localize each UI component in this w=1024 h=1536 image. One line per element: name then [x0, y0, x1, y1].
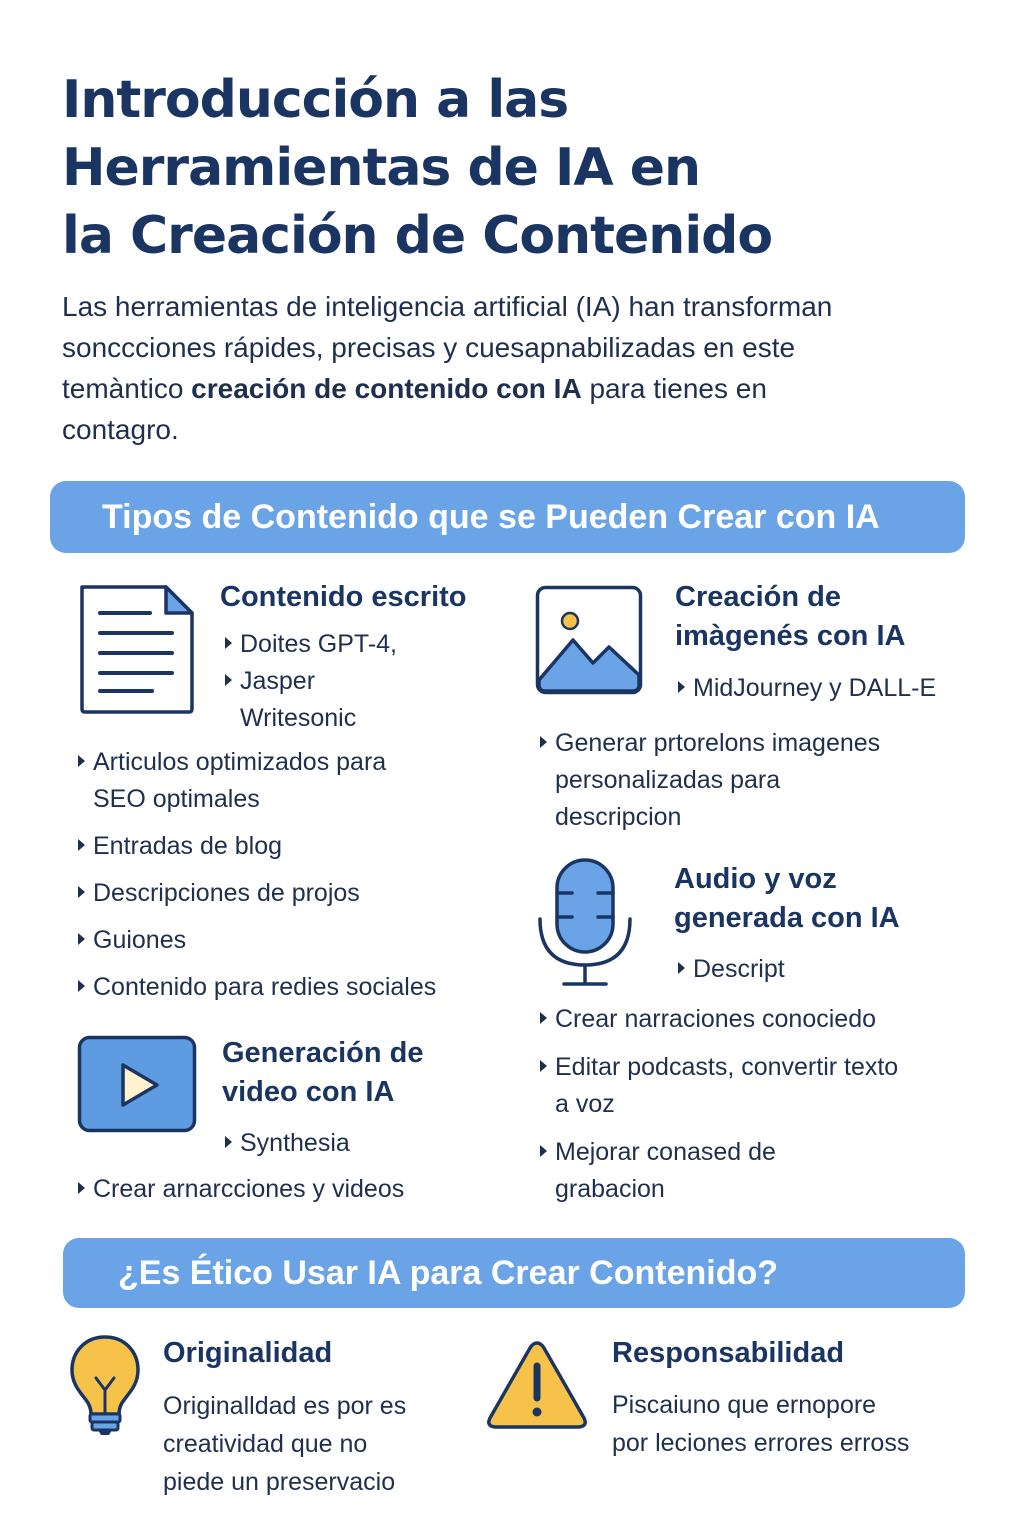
- text-line: creatividad que no: [163, 1430, 368, 1458]
- list-item: [78, 828, 436, 865]
- list-item: [78, 969, 436, 1006]
- section-banner-ethics: [63, 1238, 965, 1308]
- bullet-arrow-icon: [540, 1060, 547, 1072]
- page-title: [62, 66, 962, 270]
- heading-written: Contenido escrito: [220, 581, 467, 613]
- bullet-arrow-icon: [540, 1145, 547, 1157]
- list-item: [78, 922, 436, 959]
- intro-text: temàntico: [62, 373, 192, 404]
- text-line: Piscaiuno que ernopore: [612, 1391, 877, 1419]
- text-line: piede un preservacio: [163, 1468, 396, 1496]
- intro-paragraph: [62, 286, 962, 450]
- list-item: [540, 725, 880, 762]
- text-line: por leciones errores erross: [612, 1429, 910, 1457]
- tool-label: Synthesia: [240, 1129, 350, 1157]
- list-item: [540, 1049, 898, 1086]
- bullet-arrow-icon: [225, 674, 232, 686]
- image-icon: [535, 585, 643, 695]
- section-title: Tipos de Contenido que se Pueden Crear con IA: [102, 497, 880, 536]
- bullet-arrow-icon: [78, 755, 85, 767]
- list-item-cont: a voz: [555, 1090, 615, 1118]
- tool-label: Doites GPT-4,: [240, 630, 397, 658]
- list-item-cont: grabacion: [555, 1175, 665, 1203]
- title-line: Introducción a las: [62, 70, 569, 130]
- bullet-arrow-icon: [78, 933, 85, 945]
- lightbulb-icon: [68, 1334, 142, 1438]
- heading-line: generada con IA: [674, 902, 900, 934]
- list-item: [225, 1125, 350, 1162]
- list-item: [225, 663, 397, 700]
- list-item-cont: personalizadas para: [555, 766, 781, 794]
- heading-line: Creación de: [675, 581, 841, 613]
- tool-label: Descript: [693, 955, 785, 983]
- list-item: [678, 670, 936, 707]
- list-item: [78, 1171, 404, 1208]
- responsibility-text: [612, 1386, 909, 1462]
- use-label: Crear narraciones conociedo: [555, 1005, 877, 1033]
- bullet-arrow-icon: [78, 886, 85, 898]
- use-label: Mejorar conased de: [555, 1138, 776, 1166]
- heading-line: Audio y voz: [674, 863, 837, 895]
- heading-originality: Originalidad: [163, 1337, 333, 1369]
- uses-images: [540, 725, 880, 836]
- uses-written: [78, 744, 436, 1006]
- play-video-icon: [77, 1035, 197, 1133]
- bullet-arrow-icon: [540, 1012, 547, 1024]
- intro-line: contagro.: [62, 414, 179, 445]
- heading-audio: [674, 860, 900, 938]
- section-title: ¿Es Ético Usar IA para Crear Contenido?: [118, 1253, 778, 1292]
- bullet-arrow-icon: [225, 637, 232, 649]
- list-item: [78, 875, 436, 912]
- microphone-icon: [536, 857, 634, 989]
- use-label: Descripciones de projos: [93, 879, 360, 907]
- bullet-arrow-icon: [678, 962, 685, 974]
- list-item-cont: descripcion: [555, 803, 682, 831]
- list-item: [78, 744, 436, 781]
- use-label: Crear arnarcciones y videos: [93, 1175, 405, 1203]
- list-item-cont: Writesonic: [240, 704, 357, 732]
- list-item: [678, 951, 785, 988]
- intro-highlight: creación de contenido con IA: [191, 373, 582, 404]
- intro-text: para tienes en: [581, 373, 767, 404]
- use-label: Generar prtorelons imagenes: [555, 729, 881, 757]
- heading-video: [222, 1034, 423, 1112]
- title-line: la Creación de Contenido: [62, 206, 773, 266]
- intro-line: Las herramientas de inteligencia artificial (IA) han transforman: [62, 291, 833, 322]
- list-item-cont: SEO optimales: [93, 785, 260, 813]
- bullet-arrow-icon: [78, 980, 85, 992]
- originality-text: [163, 1387, 406, 1501]
- use-label: Guiones: [93, 926, 187, 954]
- text-line: Originalldad es por es: [163, 1392, 407, 1420]
- list-item: [540, 1134, 898, 1171]
- heading-line: video con IA: [222, 1076, 395, 1108]
- bullet-arrow-icon: [540, 736, 547, 748]
- bullet-arrow-icon: [678, 681, 685, 693]
- bullet-arrow-icon: [225, 1136, 232, 1148]
- bullet-arrow-icon: [78, 839, 85, 851]
- use-label: Articulos optimizados para: [93, 748, 387, 776]
- tool-label: Jasper: [240, 667, 316, 695]
- use-label: Contenido para redies sociales: [93, 973, 437, 1001]
- heading-images: [675, 578, 905, 656]
- tools-written: [225, 626, 397, 737]
- heading-line: imàgenés con IA: [675, 620, 906, 652]
- section-banner-types: [50, 481, 965, 553]
- heading-line: Generación de: [222, 1037, 424, 1069]
- warning-icon: [485, 1338, 589, 1432]
- document-icon: [78, 583, 196, 715]
- tool-label: MidJourney y DALL-E: [693, 674, 937, 702]
- heading-responsibility: Responsabilidad: [612, 1337, 845, 1369]
- intro-line: sonccciones rápides, precisas y cuesapnabilizadas en este: [62, 332, 796, 363]
- list-item: [540, 1001, 898, 1038]
- uses-audio: [540, 1001, 898, 1208]
- bullet-arrow-icon: [78, 1182, 85, 1194]
- use-label: Entradas de blog: [93, 832, 283, 860]
- use-label: Editar podcasts, convertir texto: [555, 1053, 899, 1081]
- intro-line: [62, 368, 962, 409]
- list-item: [225, 626, 397, 663]
- title-line: Herramientas de IA en: [62, 138, 701, 198]
